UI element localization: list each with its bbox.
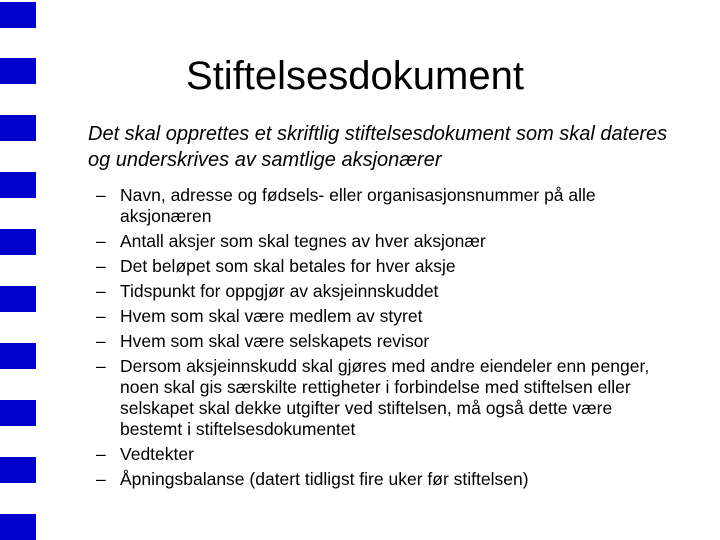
slide-title [0,52,710,100]
bullet-dash: – [96,331,106,351]
bullet-text: Åpningsbalanse (datert tidligst fire uker før stiftelsen) [120,469,529,489]
strip-block [0,457,36,483]
strip-block [0,286,36,312]
slide-title-text: Stiftelsesdokument [186,54,524,98]
intro-paragraph: Det skal opprettes et skriftlig stiftelsesdokument som skal dateres og underskrives av samtlige aksjonærer [88,123,668,171]
strip-block [0,229,36,255]
bullet-text: Hvem som skal være selskapets revisor [120,331,430,351]
bullet-item [96,444,676,465]
bullet-dash: – [96,256,106,276]
bullet-dash: – [96,444,106,464]
bullet-text: Navn, adresse og fødsels- eller organisasjonsnummer på alle aksjonæren [120,185,596,226]
bullet-dash: – [96,469,106,489]
bullet-text: Antall aksjer som skal tegnes av hver aksjonær [120,231,486,251]
strip-block [0,400,36,426]
bullet-text: Det beløpet som skal betales for hver aksje [120,256,456,276]
bullet-text: Dersom aksjeinnskudd skal gjøres med andre eiendeler enn penger, noen skal gis særskilte rettigheter i forbindelse med stiftelsen eller selskapet skal dekke utgifter ved stiftelsen, må også dette være bestemt i stiftelsesdokumentet [120,356,650,439]
strip-block [0,343,36,369]
bullet-text: Hvem som skal være medlem av styret [120,306,423,326]
bullet-dash: – [96,185,106,205]
bullet-list [96,185,676,494]
bullet-dash: – [96,281,106,301]
bullet-item [96,231,676,252]
bullet-item [96,281,676,302]
bullet-dash: – [96,356,106,376]
bullet-item [96,306,676,327]
bullet-item [96,331,676,352]
bullet-text: Tidspunkt for oppgjør av aksjeinnskuddet [120,281,439,301]
bullet-dash: – [96,231,106,251]
strip-block [0,172,36,198]
bullet-text: Vedtekter [120,444,194,464]
strip-block [0,2,36,28]
bullet-item [96,469,676,490]
bullet-dash: – [96,306,106,326]
bullet-item [96,185,676,227]
bullet-item [96,256,676,277]
strip-block [0,514,36,540]
strip-block [0,115,36,141]
bullet-item [96,356,676,440]
